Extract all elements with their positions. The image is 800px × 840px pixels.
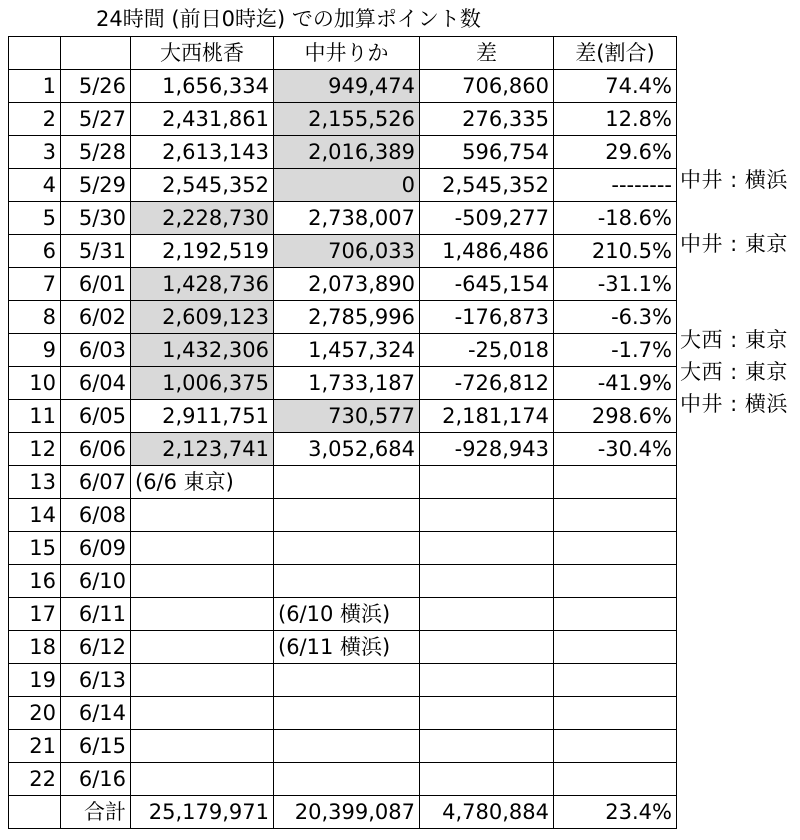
- row-date-cell[interactable]: 6/15: [61, 730, 131, 763]
- onishi-points-cell[interactable]: [131, 664, 274, 697]
- header-cell-nakai[interactable]: 中井りか: [274, 37, 420, 70]
- row-date-cell[interactable]: 6/16: [61, 763, 131, 796]
- onishi-points-cell[interactable]: [131, 730, 274, 763]
- difference-cell[interactable]: [420, 532, 554, 565]
- table-row: [9, 565, 677, 598]
- difference-cell[interactable]: [420, 631, 554, 664]
- nakai-points-cell[interactable]: 2,155,526: [274, 103, 420, 136]
- row-index-cell[interactable]: 19: [9, 664, 61, 697]
- onishi-points-cell[interactable]: 2,613,143: [131, 136, 274, 169]
- total-cell-index[interactable]: [9, 796, 61, 829]
- onishi-points-cell[interactable]: 2,911,751: [131, 400, 274, 433]
- row-index-cell[interactable]: 20: [9, 697, 61, 730]
- nakai-points-cell[interactable]: 2,738,007: [274, 202, 420, 235]
- table-row: [9, 697, 677, 730]
- row-index-cell[interactable]: 18: [9, 631, 61, 664]
- difference-cell[interactable]: [420, 730, 554, 763]
- difference-cell[interactable]: -509,277: [420, 202, 554, 235]
- total-cell-ratio[interactable]: 23.4%: [554, 796, 677, 829]
- nakai-points-cell[interactable]: 0: [274, 169, 420, 202]
- row-date-cell[interactable]: 5/30: [61, 202, 131, 235]
- row-date-cell[interactable]: 6/06: [61, 433, 131, 466]
- onishi-points-cell[interactable]: 2,192,519: [131, 235, 274, 268]
- ratio-cell[interactable]: [554, 697, 677, 730]
- onishi-points-cell[interactable]: 2,431,861: [131, 103, 274, 136]
- row-index-cell[interactable]: 3: [9, 136, 61, 169]
- ratio-cell[interactable]: -6.3%: [554, 301, 677, 334]
- ratio-cell[interactable]: [554, 499, 677, 532]
- ratio-cell[interactable]: [554, 598, 677, 631]
- row-index-cell[interactable]: 14: [9, 499, 61, 532]
- total-label[interactable]: 合計: [61, 796, 131, 829]
- difference-cell[interactable]: 2,181,174: [420, 400, 554, 433]
- row-date-cell[interactable]: 6/08: [61, 499, 131, 532]
- row-date-cell[interactable]: 6/05: [61, 400, 131, 433]
- onishi-points-cell[interactable]: [131, 499, 274, 532]
- row-date-cell[interactable]: 6/13: [61, 664, 131, 697]
- row-index-cell[interactable]: 12: [9, 433, 61, 466]
- difference-cell[interactable]: -25,018: [420, 334, 554, 367]
- header-cell-date[interactable]: [61, 37, 131, 70]
- onishi-points-cell[interactable]: [131, 763, 274, 796]
- ratio-cell[interactable]: 74.4%: [554, 70, 677, 103]
- table-row: [9, 664, 677, 697]
- header-row: [9, 37, 677, 70]
- total-cell-nakai[interactable]: 20,399,087: [274, 796, 420, 829]
- row-index-cell[interactable]: 13: [9, 466, 61, 499]
- row-date-cell[interactable]: 6/14: [61, 697, 131, 730]
- ratio-cell[interactable]: [554, 466, 677, 499]
- row-date-cell[interactable]: 5/27: [61, 103, 131, 136]
- row-index-cell[interactable]: 16: [9, 565, 61, 598]
- difference-cell[interactable]: [420, 466, 554, 499]
- row-date-cell[interactable]: 5/26: [61, 70, 131, 103]
- ratio-cell[interactable]: -30.4%: [554, 433, 677, 466]
- row-index-cell[interactable]: 2: [9, 103, 61, 136]
- row-index-cell[interactable]: 4: [9, 169, 61, 202]
- row-index-cell[interactable]: 21: [9, 730, 61, 763]
- row-date-cell[interactable]: 6/07: [61, 466, 131, 499]
- row-index-cell[interactable]: 15: [9, 532, 61, 565]
- onishi-points-cell[interactable]: 1,428,736: [131, 268, 274, 301]
- nakai-points-cell[interactable]: [274, 664, 420, 697]
- ratio-cell[interactable]: [554, 730, 677, 763]
- row-index-cell[interactable]: 9: [9, 334, 61, 367]
- row-index-cell[interactable]: 10: [9, 367, 61, 400]
- table-row: [9, 103, 677, 136]
- row-index-cell[interactable]: 22: [9, 763, 61, 796]
- table-row: [9, 433, 677, 466]
- ratio-cell[interactable]: [554, 565, 677, 598]
- total-row: [9, 796, 677, 829]
- nakai-points-cell[interactable]: 730,577: [274, 400, 420, 433]
- onishi-points-cell[interactable]: 2,609,123: [131, 301, 274, 334]
- points-table: [8, 36, 677, 829]
- nakai-points-cell[interactable]: 2,785,996: [274, 301, 420, 334]
- onishi-points-cell[interactable]: [131, 532, 274, 565]
- table-row: [9, 136, 677, 169]
- ratio-cell[interactable]: -31.1%: [554, 268, 677, 301]
- ratio-cell[interactable]: [554, 664, 677, 697]
- nakai-points-cell[interactable]: [274, 697, 420, 730]
- side-note: 中井 : 東京: [680, 232, 788, 256]
- table-row: [9, 763, 677, 796]
- side-note: 大西 : 東京: [680, 328, 788, 352]
- row-index-cell[interactable]: 6: [9, 235, 61, 268]
- row-index-cell[interactable]: 1: [9, 70, 61, 103]
- row-date-cell[interactable]: 6/03: [61, 334, 131, 367]
- table-row: [9, 334, 677, 367]
- table-row: [9, 532, 677, 565]
- ratio-cell[interactable]: [554, 631, 677, 664]
- nakai-points-cell[interactable]: 3,052,684: [274, 433, 420, 466]
- ratio-cell[interactable]: 29.6%: [554, 136, 677, 169]
- onishi-points-cell[interactable]: [131, 565, 274, 598]
- row-date-cell[interactable]: 6/04: [61, 367, 131, 400]
- sheet-title: 24時間 (前日0時迄) での加算ポイント数: [96, 7, 481, 31]
- table-row: [9, 202, 677, 235]
- nakai-points-cell[interactable]: 706,033: [274, 235, 420, 268]
- difference-cell[interactable]: 596,754: [420, 136, 554, 169]
- ratio-cell[interactable]: -41.9%: [554, 367, 677, 400]
- nakai-points-cell[interactable]: (6/10 横浜): [274, 598, 420, 631]
- table-row: [9, 268, 677, 301]
- table-row: [9, 367, 677, 400]
- difference-cell[interactable]: -928,943: [420, 433, 554, 466]
- row-index-cell[interactable]: 7: [9, 268, 61, 301]
- difference-cell[interactable]: [420, 499, 554, 532]
- row-date-cell[interactable]: 6/09: [61, 532, 131, 565]
- onishi-points-cell[interactable]: 2,545,352: [131, 169, 274, 202]
- nakai-points-cell[interactable]: 949,474: [274, 70, 420, 103]
- difference-cell[interactable]: [420, 664, 554, 697]
- header-cell-ratio[interactable]: 差(割合): [554, 37, 677, 70]
- total-cell-difference[interactable]: 4,780,884: [420, 796, 554, 829]
- table-row: [9, 235, 677, 268]
- header-cell-difference[interactable]: 差: [420, 37, 554, 70]
- table-row: [9, 499, 677, 532]
- difference-cell[interactable]: 2,545,352: [420, 169, 554, 202]
- table-row: [9, 598, 677, 631]
- table-row: [9, 301, 677, 334]
- header-cell-onishi[interactable]: 大西桃香: [131, 37, 274, 70]
- nakai-points-cell[interactable]: [274, 466, 420, 499]
- side-note: 大西 : 東京: [680, 360, 788, 384]
- row-date-cell[interactable]: 6/10: [61, 565, 131, 598]
- ratio-cell[interactable]: 210.5%: [554, 235, 677, 268]
- difference-cell[interactable]: [420, 565, 554, 598]
- ratio-cell[interactable]: 298.6%: [554, 400, 677, 433]
- nakai-points-cell[interactable]: 2,073,890: [274, 268, 420, 301]
- difference-cell[interactable]: 276,335: [420, 103, 554, 136]
- ratio-cell[interactable]: -1.7%: [554, 334, 677, 367]
- difference-cell[interactable]: [420, 697, 554, 730]
- table-row: [9, 70, 677, 103]
- nakai-points-cell[interactable]: 2,016,389: [274, 136, 420, 169]
- ratio-cell[interactable]: 12.8%: [554, 103, 677, 136]
- row-date-cell[interactable]: 6/12: [61, 631, 131, 664]
- row-index-cell[interactable]: 8: [9, 301, 61, 334]
- onishi-points-cell[interactable]: [131, 697, 274, 730]
- nakai-points-cell[interactable]: 1,457,324: [274, 334, 420, 367]
- side-note: 中井 : 横浜: [680, 392, 788, 416]
- difference-cell[interactable]: [420, 598, 554, 631]
- difference-cell[interactable]: -645,154: [420, 268, 554, 301]
- header-cell-index[interactable]: [9, 37, 61, 70]
- row-date-cell[interactable]: 5/28: [61, 136, 131, 169]
- onishi-points-cell[interactable]: 1,656,334: [131, 70, 274, 103]
- onishi-points-cell[interactable]: 2,123,741: [131, 433, 274, 466]
- row-date-cell[interactable]: 5/29: [61, 169, 131, 202]
- nakai-points-cell[interactable]: [274, 763, 420, 796]
- onishi-points-cell[interactable]: (6/6 東京): [131, 466, 274, 499]
- difference-cell[interactable]: 706,860: [420, 70, 554, 103]
- onishi-points-cell[interactable]: 1,432,306: [131, 334, 274, 367]
- onishi-points-cell[interactable]: [131, 598, 274, 631]
- onishi-points-cell[interactable]: 2,228,730: [131, 202, 274, 235]
- onishi-points-cell[interactable]: 1,006,375: [131, 367, 274, 400]
- nakai-points-cell[interactable]: [274, 532, 420, 565]
- nakai-points-cell[interactable]: [274, 499, 420, 532]
- row-date-cell[interactable]: 6/11: [61, 598, 131, 631]
- nakai-points-cell[interactable]: 1,733,187: [274, 367, 420, 400]
- nakai-points-cell[interactable]: (6/11 横浜): [274, 631, 420, 664]
- ratio-cell[interactable]: [554, 763, 677, 796]
- nakai-points-cell[interactable]: [274, 565, 420, 598]
- difference-cell[interactable]: [420, 763, 554, 796]
- difference-cell[interactable]: 1,486,486: [420, 235, 554, 268]
- table-row: [9, 631, 677, 664]
- row-index-cell[interactable]: 11: [9, 400, 61, 433]
- ratio-cell[interactable]: -18.6%: [554, 202, 677, 235]
- ratio-cell[interactable]: [554, 532, 677, 565]
- table-row: [9, 466, 677, 499]
- table-row: [9, 730, 677, 763]
- row-index-cell[interactable]: 5: [9, 202, 61, 235]
- table-row: [9, 400, 677, 433]
- difference-cell[interactable]: -176,873: [420, 301, 554, 334]
- row-index-cell[interactable]: 17: [9, 598, 61, 631]
- table-row: [9, 169, 677, 202]
- total-cell-onishi[interactable]: 25,179,971: [131, 796, 274, 829]
- side-note: 中井 : 横浜: [680, 168, 788, 192]
- nakai-points-cell[interactable]: [274, 730, 420, 763]
- row-date-cell[interactable]: 6/01: [61, 268, 131, 301]
- onishi-points-cell[interactable]: [131, 631, 274, 664]
- ratio-cell[interactable]: --------: [554, 169, 677, 202]
- row-date-cell[interactable]: 5/31: [61, 235, 131, 268]
- row-date-cell[interactable]: 6/02: [61, 301, 131, 334]
- difference-cell[interactable]: -726,812: [420, 367, 554, 400]
